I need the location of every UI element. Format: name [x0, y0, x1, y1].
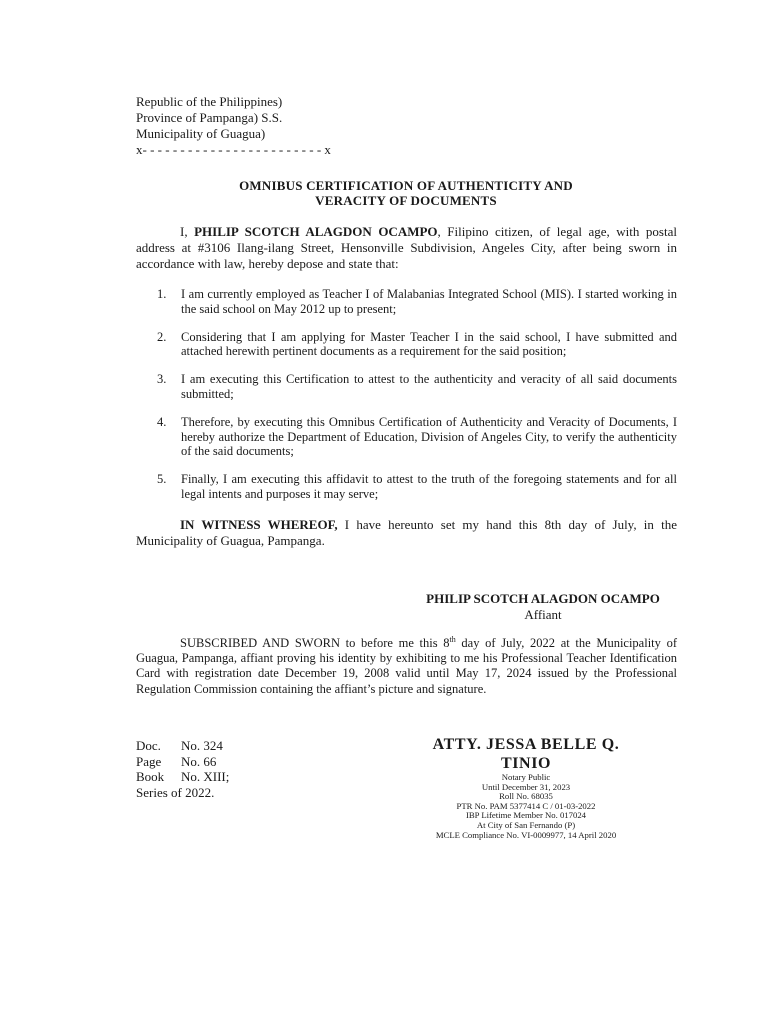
notary-detail: Roll No. 68035 — [499, 791, 553, 802]
venue-block — [136, 94, 331, 158]
affiant-role: Affiant — [524, 607, 562, 622]
docref-value: No. XIII; — [181, 769, 230, 784]
list-text: Considering that I am applying for Master Teacher I in the said school, I have submitted and attached herewith pertinent documents as a requirement for the said position; — [181, 329, 677, 359]
affiant-signature-block — [380, 591, 706, 623]
docref-value: No. 66 — [181, 753, 217, 769]
list-item — [136, 472, 677, 501]
list-number: 1. — [157, 287, 167, 301]
jurat-paragraph — [136, 636, 677, 697]
jurat-ordinal: th — [449, 634, 456, 644]
list-number: 3. — [157, 372, 167, 387]
affiant-name-inline: PHILIP SCOTCH ALAGDON OCAMPO — [194, 224, 438, 239]
statement-list — [136, 287, 677, 515]
list-text: I am executing this Certification to attest to the authenticity and veracity of all said documents submitted; — [181, 372, 677, 401]
docref-row — [136, 738, 229, 754]
notary-detail: MCLE Compliance No. VI-0009977, 14 April 2020 — [435, 829, 617, 840]
notary-detail: Notary Public — [501, 772, 551, 782]
docref-key: Doc. — [136, 738, 161, 753]
venue-line-municipality: Municipality of Guagua) — [136, 126, 266, 141]
affiant-name: PHILIP SCOTCH ALAGDON OCAMPO — [426, 591, 660, 606]
intro-post: , Filipino citizen, of legal age, with postal address at #3106 Ilang-ilang Street, Hensonville Subdivision, Angeles City, after being sworn in accordance with law, hereby depose and state that: — [136, 224, 677, 271]
title-line-2: VERACITY OF DOCUMENTS — [315, 193, 497, 208]
witness-text: I have hereunto set my hand this 8th day of July, in the Municipality of Guagua, Pampanga. — [136, 517, 677, 548]
notary-name-line-2: TINIO — [500, 755, 552, 772]
list-text: Therefore, by executing this Omnibus Certification of Authenticity and Veracity of Documents, I hereby authorize the Department of Education, Division of Angeles City, to verify the authenticity of the said documents; — [181, 415, 677, 459]
docref-key: Series of 2022. — [136, 784, 215, 800]
docref-key: Page — [136, 753, 162, 769]
venue-line-republic: Republic of the Philippines) — [136, 94, 283, 109]
docref-key: Book — [136, 769, 165, 784]
docref-row — [136, 754, 229, 770]
list-number: 5. — [157, 472, 167, 487]
notary-name-line-1: ATTY. JESSA BELLE Q. — [432, 736, 620, 753]
notary-detail: PTR No. PAM 5377414 C / 01-03-2022 — [456, 800, 596, 811]
intro-pre: I, — [180, 224, 195, 239]
jurat-post: day of July, 2022 at the Municipality of Guagua, Pampanga, affiant proving his identity by exhibiting to me his Professional Teacher Identification Card with registration date December 19, 2008 valid until May 17, 2024 issued by the Professional Regulation Commission containing the affiant’s picture and signature. — [136, 636, 677, 696]
notary-detail: At City of San Fernando (P) — [476, 819, 576, 830]
list-text: Finally, I am executing this affidavit to attest to the truth of the foregoing statements and for all legal intents and purposes it may serve; — [181, 472, 677, 501]
notary-detail: Until December 31, 2023 — [481, 781, 571, 792]
list-number: 2. — [157, 329, 167, 344]
witness-lead: IN WITNESS WHEREOF, — [180, 517, 338, 532]
title-line-1: OMNIBUS CERTIFICATION OF AUTHENTICITY AND — [239, 178, 573, 193]
docref-value: No. 324 — [181, 738, 223, 753]
notary-detail: IBP Lifetime Member No. 017024 — [465, 810, 587, 821]
list-item — [136, 415, 677, 459]
list-item — [136, 330, 677, 359]
intro-paragraph — [136, 224, 677, 272]
docref-row — [136, 785, 229, 801]
list-item — [136, 372, 677, 401]
list-number: 4. — [157, 415, 167, 430]
witness-paragraph — [136, 517, 677, 549]
venue-line-province: Province of Pampanga) S.S. — [136, 110, 283, 125]
document-title — [136, 178, 676, 208]
list-item — [136, 287, 677, 316]
list-text: I am currently employed as Teacher I of Malabanias Integrated School (MIS). I started working in the said school on May 2012 up to present; — [181, 287, 677, 316]
document-reference — [136, 738, 229, 800]
docref-row — [136, 769, 229, 785]
jurat-pre: SUBSCRIBED AND SWORN to before me this 8 — [180, 636, 450, 650]
venue-separator: x- - - - - - - - - - - - - - - - - - - - - - - - x — [136, 142, 331, 157]
notary-block — [396, 735, 656, 840]
